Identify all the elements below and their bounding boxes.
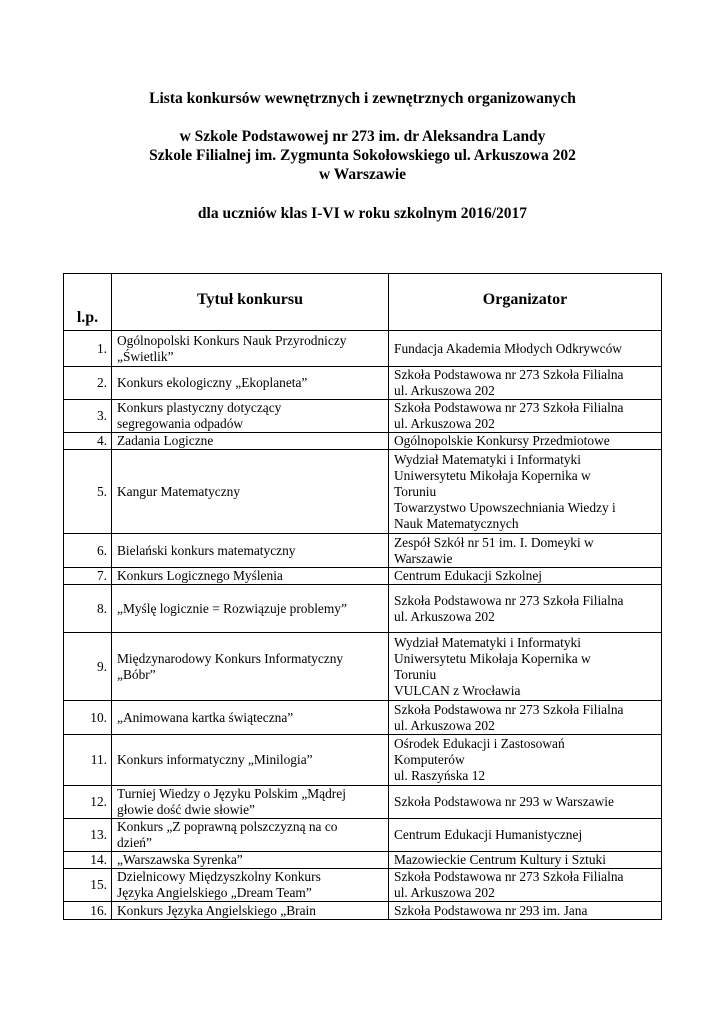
organizer-name-line: Szkoła Podstawowa nr 273 Szkoła Filialna [394, 400, 624, 415]
organizer-name [389, 534, 662, 568]
organizer-name [389, 786, 662, 819]
competition-title [112, 852, 389, 869]
competition-title-line: Turniej Wiedzy o Języku Polskim „Mądrej [117, 786, 346, 801]
competition-title [112, 568, 389, 585]
competition-title-line: Kangur Matematyczny [117, 483, 241, 499]
row-number: 16. [64, 902, 112, 920]
organizer-name-line: ul. Raszyńska 12 [394, 768, 486, 783]
organizer-name [389, 819, 662, 852]
organizer-name-line: Wydział Matematyki i Informatyki [394, 451, 581, 467]
row-number: 9. [64, 633, 112, 701]
organizer-name-line: Uniwersytetu Mikołaja Kopernika w [394, 650, 591, 666]
organizer-name-line: Centrum Edukacji Humanistycznej [394, 827, 583, 842]
organizer-name-line: Nauk Matematycznych [394, 515, 519, 531]
competition-title-line: „Animowana kartka świąteczna” [117, 709, 294, 725]
table-row [64, 450, 662, 534]
row-number: 4. [64, 433, 112, 450]
school-name-line-2: Szkole Filialnej im. Zygmunta Sokołowskiego ul. Arkuszowa 202 [149, 147, 576, 164]
column-header-title: Tytuł konkursu [112, 274, 389, 331]
competition-title-line: „Świetlik” [117, 348, 174, 364]
table-row [64, 633, 662, 701]
competition-title-line: Konkurs informatyczny „Minilogia” [117, 752, 313, 767]
organizer-name [389, 450, 662, 534]
competition-title [112, 367, 389, 400]
table-row [64, 331, 662, 367]
organizer-name [389, 869, 662, 902]
organizer-name-line: Towarzystwo Upowszechniania Wiedzy i [394, 499, 616, 515]
organizer-name-line: ul. Arkuszowa 202 [394, 416, 495, 431]
competition-title-line: „Warszawska Syrenka” [117, 852, 243, 867]
competition-title [112, 902, 389, 920]
row-number: 5. [64, 450, 112, 534]
table-row [64, 701, 662, 735]
row-number: 10. [64, 701, 112, 735]
organizer-name-line: ul. Arkuszowa 202 [394, 885, 495, 900]
table-row [64, 534, 662, 568]
competition-title-line: Międzynarodowy Konkurs Informatyczny [117, 650, 344, 666]
organizer-name-line: ul. Arkuszowa 202 [394, 383, 495, 398]
organizer-name-line: Szkoła Podstawowa nr 273 Szkoła Filialna [394, 869, 624, 884]
organizer-name-line: Centrum Edukacji Szkolnej [394, 568, 543, 583]
organizer-name [389, 735, 662, 786]
organizer-name [389, 331, 662, 367]
row-number: 1. [64, 331, 112, 367]
column-header-lp: l.p. [64, 274, 112, 331]
organizer-name [389, 701, 662, 735]
organizer-name-line: Szkoła Podstawowa nr 293 w Warszawie [394, 794, 614, 809]
organizer-name-line: ul. Arkuszowa 202 [394, 608, 495, 624]
table-row [64, 819, 662, 852]
organizer-name-line: Toruniu [394, 483, 437, 499]
organizer-name-line: Ogólnopolskie Konkursy Przedmiotowe [394, 433, 610, 448]
organizer-name [389, 902, 662, 920]
row-number: 13. [64, 819, 112, 852]
organizer-name [389, 633, 662, 701]
competition-title-line: dzień” [117, 835, 152, 850]
table-row [64, 902, 662, 920]
competition-title-line: Konkurs Logicznego Myślenia [117, 568, 283, 583]
table-row [64, 852, 662, 869]
document-title: Lista konkursów wewnętrznych i zewnętrznych organizowanych [149, 90, 576, 107]
organizer-name [389, 852, 662, 869]
organizer-name-line: Zespół Szkół nr 51 im. I. Domeyki w [394, 534, 594, 550]
row-number: 3. [64, 400, 112, 433]
competition-title [112, 819, 389, 852]
organizer-name-line: Fundacja Akademia Młodych Odkrywców [394, 340, 622, 356]
table-row [64, 585, 662, 633]
competition-title [112, 331, 389, 367]
organizer-name-line: Toruniu [394, 666, 437, 682]
organizer-name-line: ul. Arkuszowa 202 [394, 717, 495, 733]
table-row [64, 786, 662, 819]
organizer-name [389, 367, 662, 400]
row-number: 14. [64, 852, 112, 869]
competition-title [112, 633, 389, 701]
organizer-name [389, 433, 662, 450]
competition-title-line: Konkurs ekologiczny „Ekoplaneta” [117, 375, 308, 390]
competition-title-line: Ogólnopolski Konkurs Nauk Przyrodniczy [117, 332, 347, 348]
competition-title-line: segregowania odpadów [117, 416, 244, 431]
competition-title [112, 450, 389, 534]
table-row [64, 568, 662, 585]
organizer-name-line: Wydział Matematyki i Informatyki [394, 634, 581, 650]
row-number: 12. [64, 786, 112, 819]
competition-title [112, 701, 389, 735]
competition-title [112, 433, 389, 450]
organizer-name [389, 400, 662, 433]
competition-title [112, 400, 389, 433]
competition-title-line: Bielański konkurs matematyczny [117, 542, 296, 558]
row-number: 11. [64, 735, 112, 786]
row-number: 7. [64, 568, 112, 585]
table-row [64, 735, 662, 786]
row-number: 8. [64, 585, 112, 633]
school-name-line-3: w Warszawie [318, 166, 407, 183]
competition-title-line: „Bóbr” [117, 666, 156, 682]
competition-title-line: „Myślę logicznie = Rozwiązuje problemy” [117, 600, 347, 616]
row-number: 15. [64, 869, 112, 902]
row-number: 2. [64, 367, 112, 400]
table-row [64, 869, 662, 902]
competition-title [112, 534, 389, 568]
competition-title [112, 585, 389, 633]
table-body [64, 331, 662, 920]
competition-title-line: Konkurs plastyczny dotyczący [117, 400, 282, 415]
organizer-name-line: Komputerów [394, 752, 465, 767]
competition-title-line: Dzielnicowy Międzyszkolny Konkurs [117, 869, 321, 884]
document-subtitle: dla uczniów klas I-VI w roku szkolnym 2016/2017 [197, 205, 528, 222]
organizer-name-line: Szkoła Podstawowa nr 273 Szkoła Filialna [394, 367, 624, 382]
table-row [64, 367, 662, 400]
competition-title-line: Konkurs „Z poprawną polszczyzną na co [117, 819, 338, 834]
organizer-name-line: VULCAN z Wrocławia [394, 682, 521, 698]
organizer-name-line: Ośrodek Edukacji i Zastosowań [394, 736, 565, 751]
school-name [0, 127, 725, 184]
organizer-name-line: Szkoła Podstawowa nr 293 im. Jana [394, 902, 588, 918]
row-number: 6. [64, 534, 112, 568]
competition-title [112, 869, 389, 902]
table-row [64, 433, 662, 450]
organizer-name [389, 568, 662, 585]
table-header-row [64, 274, 662, 331]
competition-title-line: Zadania Logiczne [117, 433, 214, 448]
organizer-name-line: Uniwersytetu Mikołaja Kopernika w [394, 467, 591, 483]
competitions-table [63, 273, 662, 920]
competition-title [112, 786, 389, 819]
competition-title-line: Języka Angielskiego „Dream Team” [117, 885, 312, 900]
organizer-name [389, 585, 662, 633]
competition-title [112, 735, 389, 786]
table-row [64, 400, 662, 433]
organizer-name-line: Warszawie [394, 550, 453, 566]
organizer-name-line: Szkoła Podstawowa nr 273 Szkoła Filialna [394, 701, 624, 717]
column-header-organizer: Organizator [389, 274, 662, 331]
competition-title-line: głowie dość dwie słowie” [117, 802, 255, 817]
school-name-line-1: w Szkole Podstawowej nr 273 im. dr Aleksandra Landy [179, 128, 546, 145]
organizer-name-line: Szkoła Podstawowa nr 273 Szkoła Filialna [394, 592, 624, 608]
organizer-name-line: Mazowieckie Centrum Kultury i Sztuki [394, 852, 606, 867]
competition-title-line: Konkurs Języka Angielskiego „Brain [117, 902, 316, 918]
